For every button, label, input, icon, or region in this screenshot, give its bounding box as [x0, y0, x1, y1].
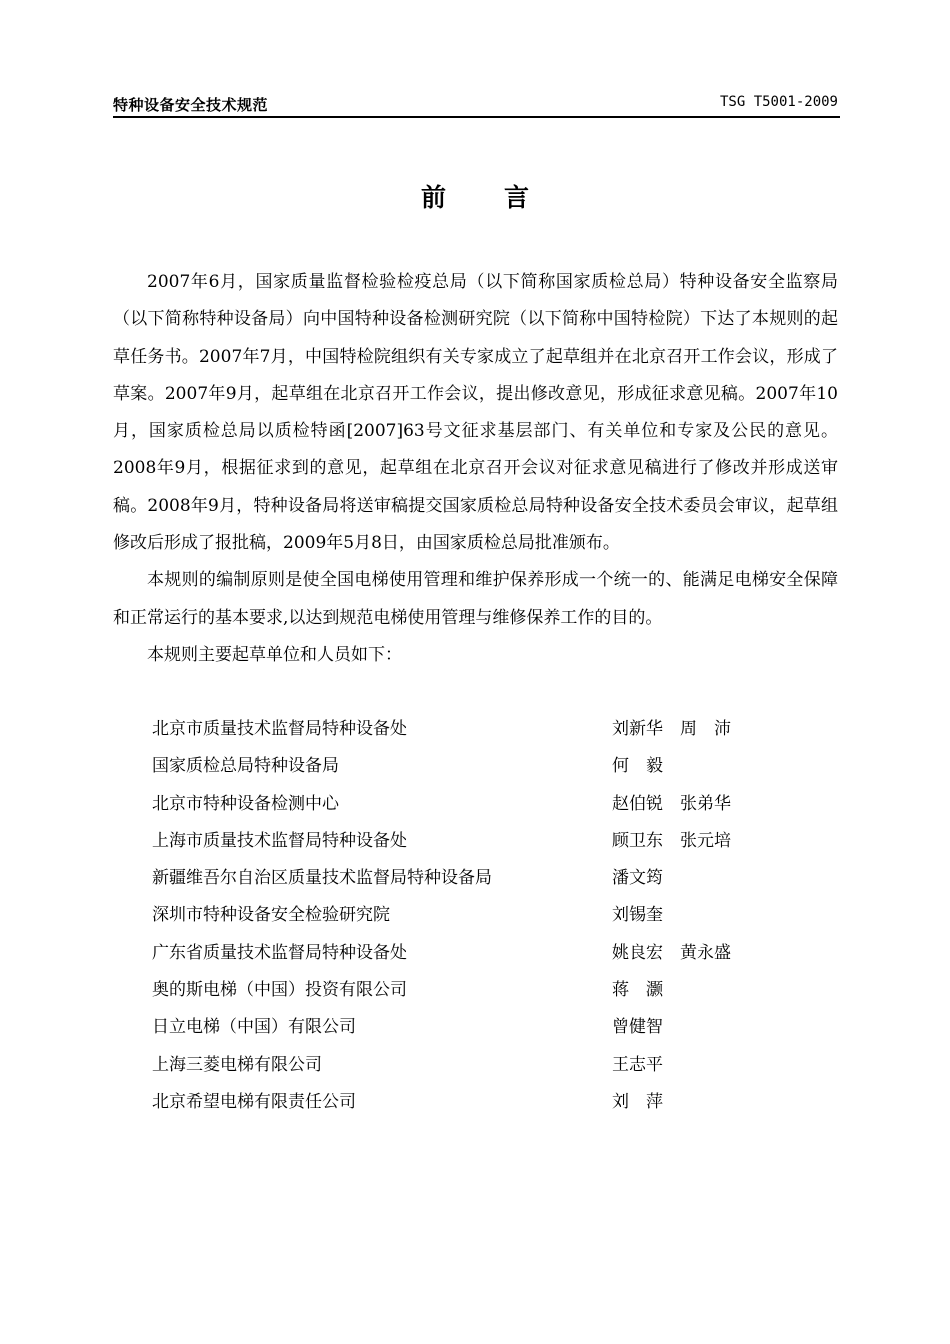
drafter-row	[152, 748, 838, 785]
page-title: 前言	[420, 183, 587, 212]
drafter-row	[152, 1009, 838, 1046]
drafter-org: 上海市质量技术监督局特种设备处	[152, 830, 407, 851]
drafter-org: 北京市质量技术监督局特种设备处	[152, 719, 407, 739]
drafter-org: 上海三菱电梯有限公司	[152, 1054, 322, 1075]
drafter-org: 日立电梯（中国）有限公司	[152, 1017, 356, 1038]
drafter-people: 曾健智	[612, 1017, 663, 1038]
drafter-row	[152, 897, 838, 934]
page-header	[113, 90, 840, 118]
drafter-people: 刘 萍	[612, 1091, 663, 1112]
drafter-people: 蒋 灏	[612, 980, 663, 1001]
drafter-people: 刘新华 周 沛	[612, 719, 731, 739]
preface-body	[113, 264, 838, 674]
drafter-row	[152, 1047, 838, 1084]
drafter-row	[152, 786, 838, 823]
drafter-row	[152, 860, 838, 897]
drafter-org: 国家质检总局特种设备局	[152, 756, 339, 777]
drafter-row	[152, 935, 838, 972]
drafter-people: 潘文筠	[612, 868, 663, 889]
drafter-org: 奥的斯电梯（中国）投资有限公司	[152, 980, 407, 1001]
drafter-org: 新疆维吾尔自治区质量技术监督局特种设备局	[152, 868, 492, 889]
drafter-row	[152, 972, 838, 1009]
paragraph-history: 2007年6月，国家质量监督检验检疫总局（以下简称国家质检总局）特种设备安全监察局（以下简称特种设备局）向中国特种设备检测研究院（以下简称中国特检院）下达了本规则的起草任务书。2007年7月，中国特检院组织有关专家成立了起草组并在北京召开工作会议，形成了草案。2007年9月，起草组在北京召开工作会议，提出修改意见，形成征求意见稿。2007年10月，国家质检总局以质检特函[2007]63号文征求基层部门、有关单位和专家及公民的意见。2008年9月，根据征求到的意见，起草组在北京召开会议对征求意见稿进行了修改并形成送审稿。2008年9月，特种设备局将送审稿提交国家质检总局特种设备安全技术委员会审议，起草组修改后形成了报批稿，2009年5月8日，由国家质检总局批准颁布。	[113, 272, 838, 554]
paragraph-drafters-intro: 本规则主要起草单位和人员如下：	[147, 644, 402, 665]
drafter-org: 广东省质量技术监督局特种设备处	[152, 942, 407, 963]
drafter-people: 赵伯锐 张弟华	[612, 793, 731, 814]
paragraph-principle: 本规则的编制原则是使全国电梯使用管理和维护保养形成一个统一的、能满足电梯安全保障和正常运行的基本要求,以达到规范电梯使用管理与维修保养工作的目的。	[113, 570, 838, 628]
drafter-row	[152, 711, 838, 748]
drafter-org: 深圳市特种设备安全检验研究院	[152, 905, 390, 926]
drafter-org: 北京希望电梯有限责任公司	[152, 1091, 356, 1112]
drafter-people: 姚良宏 黄永盛	[612, 942, 731, 963]
drafters-list	[152, 711, 838, 1121]
header-standard-title: 特种设备安全技术规范	[113, 96, 269, 114]
drafter-org: 北京市特种设备检测中心	[152, 793, 339, 814]
drafter-people: 刘锡奎	[612, 905, 663, 926]
drafter-row	[152, 1084, 838, 1121]
drafter-people: 顾卫东 张元培	[612, 830, 731, 851]
drafter-people: 王志平	[612, 1054, 663, 1075]
drafter-people: 何 毅	[612, 756, 663, 777]
drafter-row	[152, 823, 838, 860]
header-standard-code: TSG T5001-2009	[719, 94, 838, 110]
